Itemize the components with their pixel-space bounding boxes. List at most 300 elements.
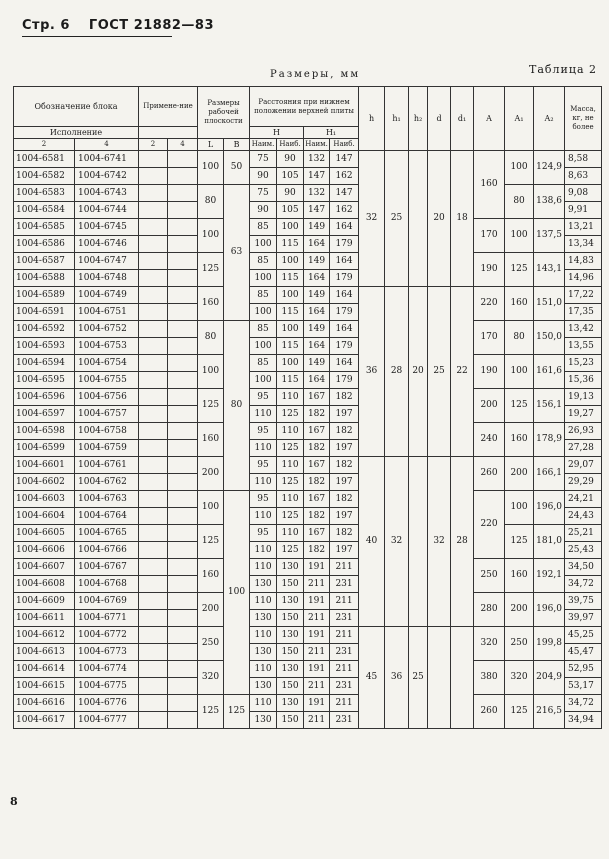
cell-d xyxy=(428,627,451,729)
cell-exec-2: 1004-6599 xyxy=(14,440,75,457)
cell-exec-2: 1004-6586 xyxy=(14,236,75,253)
col-h1: h₁ xyxy=(385,87,409,151)
cell-H1-min: 191 xyxy=(304,695,330,712)
cell-mass: 34,50 xyxy=(565,559,602,576)
cell-usage-4 xyxy=(168,508,198,525)
col-H: H xyxy=(250,127,304,139)
cell-H1-min: 182 xyxy=(304,508,330,525)
cell-exec-2: 1004-6594 xyxy=(14,355,75,372)
cell-exec-2: 1004-6589 xyxy=(14,287,75,304)
cell-h1: 25 xyxy=(385,151,409,287)
cell-B: 125 xyxy=(224,695,250,729)
cell-H1-max: 182 xyxy=(330,457,359,474)
cell-A2: 143,1 xyxy=(534,253,565,287)
cell-H-max: 110 xyxy=(277,389,304,406)
cell-h: 36 xyxy=(359,287,385,457)
cell-B: 100 xyxy=(224,491,250,695)
table-row xyxy=(14,525,602,542)
cell-exec-2: 1004-6603 xyxy=(14,491,75,508)
cell-usage-2 xyxy=(139,525,168,542)
cell-h2 xyxy=(409,151,428,287)
cell-H1-max: 231 xyxy=(330,576,359,593)
cell-exec-4: 1004-6774 xyxy=(75,661,139,678)
cell-H-max: 100 xyxy=(277,287,304,304)
cell-exec-4: 1004-6771 xyxy=(75,610,139,627)
cell-L: 100 xyxy=(198,151,224,185)
cell-A2: 204,9 xyxy=(534,661,565,695)
cell-L: 200 xyxy=(198,593,224,627)
cell-H1-min: 164 xyxy=(304,304,330,321)
cell-H-min: 110 xyxy=(250,627,277,644)
cell-exec-2: 1004-6605 xyxy=(14,525,75,542)
col-execution: Исполнение xyxy=(14,127,139,139)
cell-usage-2 xyxy=(139,423,168,440)
col-A1: A₁ xyxy=(505,87,534,151)
cell-exec-2: 1004-6597 xyxy=(14,406,75,423)
cell-mass: 14,96 xyxy=(565,270,602,287)
cell-usage-2 xyxy=(139,219,168,236)
cell-H-min: 100 xyxy=(250,270,277,287)
cell-A1: 100 xyxy=(505,219,534,253)
cell-exec-4: 1004-6757 xyxy=(75,406,139,423)
cell-A2: 124,9 xyxy=(534,151,565,185)
cell-A1: 160 xyxy=(505,423,534,457)
cell-H-min: 75 xyxy=(250,151,277,168)
cell-H-max: 100 xyxy=(277,321,304,338)
cell-H1-max: 197 xyxy=(330,542,359,559)
col-H-max: Наиб. xyxy=(277,139,304,151)
cell-A2: 137,5 xyxy=(534,219,565,253)
cell-H-min: 110 xyxy=(250,661,277,678)
cell-H-max: 150 xyxy=(277,678,304,695)
cell-H1-min: 211 xyxy=(304,712,330,729)
cell-usage-2 xyxy=(139,236,168,253)
cell-h2: 25 xyxy=(409,627,428,729)
cell-exec-4: 1004-6751 xyxy=(75,304,139,321)
cell-exec-2: 1004-6614 xyxy=(14,661,75,678)
cell-H1-max: 211 xyxy=(330,695,359,712)
col-usage-4: 4 xyxy=(168,139,198,151)
footer-mark: 8 xyxy=(10,795,18,808)
cell-mass: 15,36 xyxy=(565,372,602,389)
cell-H-min: 100 xyxy=(250,236,277,253)
page-header xyxy=(22,18,214,33)
cell-H1-max: 211 xyxy=(330,559,359,576)
cell-mass: 14,83 xyxy=(565,253,602,270)
cell-d1: 22 xyxy=(451,287,474,457)
cell-L: 80 xyxy=(198,185,224,219)
cell-A1: 80 xyxy=(505,321,534,355)
cell-exec-2: 1004-6581 xyxy=(14,151,75,168)
cell-H-min: 110 xyxy=(250,542,277,559)
cell-H-min: 85 xyxy=(250,321,277,338)
col-mass: Масса, кг, не более xyxy=(565,87,602,151)
cell-A2: 199,8 xyxy=(534,627,565,661)
cell-exec-4: 1004-6756 xyxy=(75,389,139,406)
cell-usage-4 xyxy=(168,338,198,355)
table-caption: Таблица 2 xyxy=(529,63,597,76)
cell-usage-2 xyxy=(139,304,168,321)
cell-mass: 29,07 xyxy=(565,457,602,474)
cell-exec-4: 1004-6752 xyxy=(75,321,139,338)
cell-H1-min: 191 xyxy=(304,627,330,644)
cell-exec-2: 1004-6615 xyxy=(14,678,75,695)
col-H1-min: Наим. xyxy=(304,139,330,151)
sizes-caption: Размеры, мм xyxy=(270,69,361,80)
cell-B: 50 xyxy=(224,151,250,185)
cell-mass: 25,21 xyxy=(565,525,602,542)
cell-mass: 17,35 xyxy=(565,304,602,321)
cell-mass: 25,43 xyxy=(565,542,602,559)
table-row xyxy=(14,151,602,168)
cell-H-min: 85 xyxy=(250,287,277,304)
cell-H1-max: 164 xyxy=(330,355,359,372)
cell-d: 25 xyxy=(428,287,451,457)
cell-exec-4: 1004-6747 xyxy=(75,253,139,270)
cell-usage-4 xyxy=(168,525,198,542)
cell-A1: 100 xyxy=(505,355,534,389)
col-d: d xyxy=(428,87,451,151)
cell-h2 xyxy=(409,457,428,627)
cell-exec-4: 1004-6742 xyxy=(75,168,139,185)
cell-usage-2 xyxy=(139,678,168,695)
cell-exec-4: 1004-6754 xyxy=(75,355,139,372)
cell-exec-4: 1004-6772 xyxy=(75,627,139,644)
cell-L: 100 xyxy=(198,355,224,389)
cell-H-min: 75 xyxy=(250,185,277,202)
cell-usage-2 xyxy=(139,202,168,219)
cell-H1-min: 167 xyxy=(304,491,330,508)
cell-usage-4 xyxy=(168,270,198,287)
cell-exec-4: 1004-6768 xyxy=(75,576,139,593)
cell-usage-2 xyxy=(139,440,168,457)
cell-L: 320 xyxy=(198,661,224,695)
cell-H-max: 125 xyxy=(277,474,304,491)
cell-A: 200 xyxy=(474,389,505,423)
cell-H-max: 125 xyxy=(277,542,304,559)
cell-usage-2 xyxy=(139,457,168,474)
cell-mass: 34,72 xyxy=(565,695,602,712)
cell-exec-2: 1004-6598 xyxy=(14,423,75,440)
cell-H-max: 130 xyxy=(277,593,304,610)
cell-H-max: 100 xyxy=(277,253,304,270)
col-usage: Примене-ние xyxy=(139,87,198,127)
cell-A2: 192,1 xyxy=(534,559,565,593)
col-block: Обозначение блока xyxy=(14,87,139,127)
cell-usage-4 xyxy=(168,712,198,729)
cell-H-max: 105 xyxy=(277,202,304,219)
cell-H-max: 130 xyxy=(277,627,304,644)
cell-A1: 200 xyxy=(505,593,534,627)
col-A: A xyxy=(474,87,505,151)
cell-H1-max: 147 xyxy=(330,151,359,168)
table-row xyxy=(14,355,602,372)
cell-usage-2 xyxy=(139,185,168,202)
cell-mass: 34,72 xyxy=(565,576,602,593)
cell-exec-4: 1004-6746 xyxy=(75,236,139,253)
cell-mass: 13,42 xyxy=(565,321,602,338)
cell-H-min: 130 xyxy=(250,644,277,661)
cell-A1: 160 xyxy=(505,559,534,593)
cell-mass: 9,91 xyxy=(565,202,602,219)
cell-exec-4: 1004-6763 xyxy=(75,491,139,508)
cell-H1-max: 231 xyxy=(330,678,359,695)
cell-exec-4: 1004-6758 xyxy=(75,423,139,440)
cell-A: 380 xyxy=(474,661,505,695)
cell-usage-4 xyxy=(168,236,198,253)
cell-d: 20 xyxy=(428,151,451,287)
cell-H1-min: 191 xyxy=(304,661,330,678)
cell-mass: 13,55 xyxy=(565,338,602,355)
cell-H1-max: 179 xyxy=(330,236,359,253)
table-row xyxy=(14,321,602,338)
cell-A: 220 xyxy=(474,287,505,321)
col-usage-2: 2 xyxy=(139,139,168,151)
cell-usage-2 xyxy=(139,627,168,644)
cell-exec-2: 1004-6583 xyxy=(14,185,75,202)
cell-mass: 29,29 xyxy=(565,474,602,491)
cell-usage-4 xyxy=(168,372,198,389)
cell-H-min: 90 xyxy=(250,168,277,185)
cell-H-max: 110 xyxy=(277,423,304,440)
cell-H1-min: 164 xyxy=(304,372,330,389)
table-row xyxy=(14,219,602,236)
cell-usage-2 xyxy=(139,508,168,525)
cell-H1-min: 182 xyxy=(304,406,330,423)
cell-exec-4: 1004-6744 xyxy=(75,202,139,219)
cell-A: 170 xyxy=(474,219,505,253)
cell-usage-4 xyxy=(168,593,198,610)
cell-usage-2 xyxy=(139,406,168,423)
col-exec-2: 2 xyxy=(14,139,75,151)
cell-usage-2 xyxy=(139,389,168,406)
cell-mass: 39,97 xyxy=(565,610,602,627)
cell-L: 200 xyxy=(198,457,224,491)
cell-A1: 125 xyxy=(505,253,534,287)
cell-A: 190 xyxy=(474,253,505,287)
cell-usage-4 xyxy=(168,168,198,185)
cell-usage-4 xyxy=(168,287,198,304)
cell-H-max: 130 xyxy=(277,695,304,712)
cell-usage-2 xyxy=(139,321,168,338)
cell-H-min: 110 xyxy=(250,406,277,423)
cell-A: 280 xyxy=(474,593,505,627)
cell-exec-2: 1004-6613 xyxy=(14,644,75,661)
col-H-min: Наим. xyxy=(250,139,277,151)
cell-H-min: 110 xyxy=(250,474,277,491)
cell-A1: 125 xyxy=(505,695,534,729)
cell-exec-4: 1004-6766 xyxy=(75,542,139,559)
cell-H1-max: 231 xyxy=(330,644,359,661)
cell-A1: 100 xyxy=(505,491,534,525)
cell-H-max: 110 xyxy=(277,525,304,542)
cell-mass: 15,23 xyxy=(565,355,602,372)
cell-usage-4 xyxy=(168,355,198,372)
cell-A1: 200 xyxy=(505,457,534,491)
cell-usage-2 xyxy=(139,610,168,627)
cell-H1-min: 211 xyxy=(304,678,330,695)
col-distances: Расстояния при нижнем положении верхней плиты xyxy=(250,87,359,127)
cell-L: 125 xyxy=(198,253,224,287)
cell-exec-4: 1004-6745 xyxy=(75,219,139,236)
cell-A1: 80 xyxy=(505,185,534,219)
cell-usage-2 xyxy=(139,593,168,610)
cell-H1-min: 211 xyxy=(304,610,330,627)
cell-H1-min: 149 xyxy=(304,321,330,338)
cell-A2: 166,1 xyxy=(534,457,565,491)
cell-exec-4: 1004-6767 xyxy=(75,559,139,576)
cell-exec-4: 1004-6755 xyxy=(75,372,139,389)
cell-H-min: 130 xyxy=(250,678,277,695)
table-row xyxy=(14,423,602,440)
cell-A2: 178,9 xyxy=(534,423,565,457)
cell-A: 170 xyxy=(474,321,505,355)
cell-exec-4: 1004-6743 xyxy=(75,185,139,202)
cell-H1-min: 132 xyxy=(304,185,330,202)
cell-usage-4 xyxy=(168,610,198,627)
cell-usage-4 xyxy=(168,457,198,474)
table-body xyxy=(14,151,602,729)
table-row xyxy=(14,185,602,202)
cell-exec-4: 1004-6764 xyxy=(75,508,139,525)
cell-exec-4: 1004-6762 xyxy=(75,474,139,491)
cell-L: 250 xyxy=(198,627,224,661)
cell-H1-min: 164 xyxy=(304,338,330,355)
cell-H-min: 110 xyxy=(250,593,277,610)
cell-usage-4 xyxy=(168,185,198,202)
cell-A2: 161,6 xyxy=(534,355,565,389)
cell-mass: 17,22 xyxy=(565,287,602,304)
table-row xyxy=(14,695,602,712)
cell-H-max: 100 xyxy=(277,219,304,236)
cell-mass: 13,21 xyxy=(565,219,602,236)
cell-exec-2: 1004-6608 xyxy=(14,576,75,593)
cell-H-max: 150 xyxy=(277,712,304,729)
cell-h: 40 xyxy=(359,457,385,627)
table-row xyxy=(14,253,602,270)
cell-H-max: 150 xyxy=(277,644,304,661)
cell-exec-2: 1004-6592 xyxy=(14,321,75,338)
cell-exec-2: 1004-6587 xyxy=(14,253,75,270)
cell-mass: 53,17 xyxy=(565,678,602,695)
cell-H1-max: 197 xyxy=(330,508,359,525)
cell-H1-min: 182 xyxy=(304,542,330,559)
cell-H1-max: 147 xyxy=(330,185,359,202)
cell-H1-min: 167 xyxy=(304,389,330,406)
cell-exec-2: 1004-6604 xyxy=(14,508,75,525)
cell-H-max: 100 xyxy=(277,355,304,372)
cell-A: 260 xyxy=(474,695,505,729)
col-A2: A₂ xyxy=(534,87,565,151)
cell-A2: 156,1 xyxy=(534,389,565,423)
cell-H-min: 100 xyxy=(250,304,277,321)
table-head xyxy=(14,87,602,151)
cell-usage-2 xyxy=(139,661,168,678)
cell-A1: 250 xyxy=(505,627,534,661)
cell-A2: 138,6 xyxy=(534,185,565,219)
cell-exec-4: 1004-6773 xyxy=(75,644,139,661)
cell-H1-max: 182 xyxy=(330,423,359,440)
cell-L: 100 xyxy=(198,491,224,525)
cell-usage-4 xyxy=(168,644,198,661)
col-d1: d₁ xyxy=(451,87,474,151)
cell-H1-min: 182 xyxy=(304,474,330,491)
cell-usage-2 xyxy=(139,712,168,729)
cell-A2: 151,0 xyxy=(534,287,565,321)
cell-A: 250 xyxy=(474,559,505,593)
col-exec-4: 4 xyxy=(75,139,139,151)
cell-usage-2 xyxy=(139,253,168,270)
cell-usage-2 xyxy=(139,559,168,576)
cell-H1-max: 162 xyxy=(330,202,359,219)
cell-usage-2 xyxy=(139,355,168,372)
cell-H1-min: 167 xyxy=(304,423,330,440)
cell-H-max: 125 xyxy=(277,440,304,457)
cell-H-max: 115 xyxy=(277,338,304,355)
cell-mass: 19,27 xyxy=(565,406,602,423)
cell-usage-4 xyxy=(168,627,198,644)
col-work-area: Размеры рабочей плоскости xyxy=(198,87,250,139)
cell-usage-2 xyxy=(139,338,168,355)
cell-A2: 216,5 xyxy=(534,695,565,729)
col-H1-max: Наиб. xyxy=(330,139,359,151)
cell-H-min: 100 xyxy=(250,372,277,389)
cell-exec-2: 1004-6596 xyxy=(14,389,75,406)
cell-usage-4 xyxy=(168,542,198,559)
cell-usage-4 xyxy=(168,304,198,321)
cell-A2: 181,0 xyxy=(534,525,565,559)
cell-exec-4: 1004-6759 xyxy=(75,440,139,457)
cell-H1-max: 164 xyxy=(330,219,359,236)
cell-mass: 13,34 xyxy=(565,236,602,253)
cell-usage-2 xyxy=(139,491,168,508)
cell-d1: 18 xyxy=(451,151,474,287)
col-h: h xyxy=(359,87,385,151)
cell-H1-min: 147 xyxy=(304,168,330,185)
cell-usage-2 xyxy=(139,151,168,168)
cell-H-min: 95 xyxy=(250,389,277,406)
cell-mass: 8,58 xyxy=(565,151,602,168)
cell-H-max: 115 xyxy=(277,304,304,321)
cell-H-max: 115 xyxy=(277,236,304,253)
cell-exec-4: 1004-6769 xyxy=(75,593,139,610)
cell-exec-2: 1004-6609 xyxy=(14,593,75,610)
cell-exec-4: 1004-6741 xyxy=(75,151,139,168)
cell-usage-2 xyxy=(139,270,168,287)
table-row xyxy=(14,627,602,644)
cell-usage-4 xyxy=(168,576,198,593)
cell-usage-4 xyxy=(168,406,198,423)
data-table xyxy=(13,86,602,729)
cell-H1-min: 191 xyxy=(304,559,330,576)
cell-A1: 160 xyxy=(505,287,534,321)
cell-H-min: 85 xyxy=(250,355,277,372)
cell-exec-2: 1004-6616 xyxy=(14,695,75,712)
cell-mass: 24,43 xyxy=(565,508,602,525)
cell-exec-2: 1004-6611 xyxy=(14,610,75,627)
cell-H-max: 130 xyxy=(277,559,304,576)
cell-mass: 52,95 xyxy=(565,661,602,678)
cell-H1-max: 179 xyxy=(330,304,359,321)
cell-exec-2: 1004-6601 xyxy=(14,457,75,474)
cell-L: 125 xyxy=(198,389,224,423)
cell-exec-2: 1004-6591 xyxy=(14,304,75,321)
col-H1: H₁ xyxy=(304,127,359,139)
cell-usage-2 xyxy=(139,576,168,593)
cell-A: 260 xyxy=(474,457,505,491)
table-row xyxy=(14,389,602,406)
cell-exec-2: 1004-6588 xyxy=(14,270,75,287)
